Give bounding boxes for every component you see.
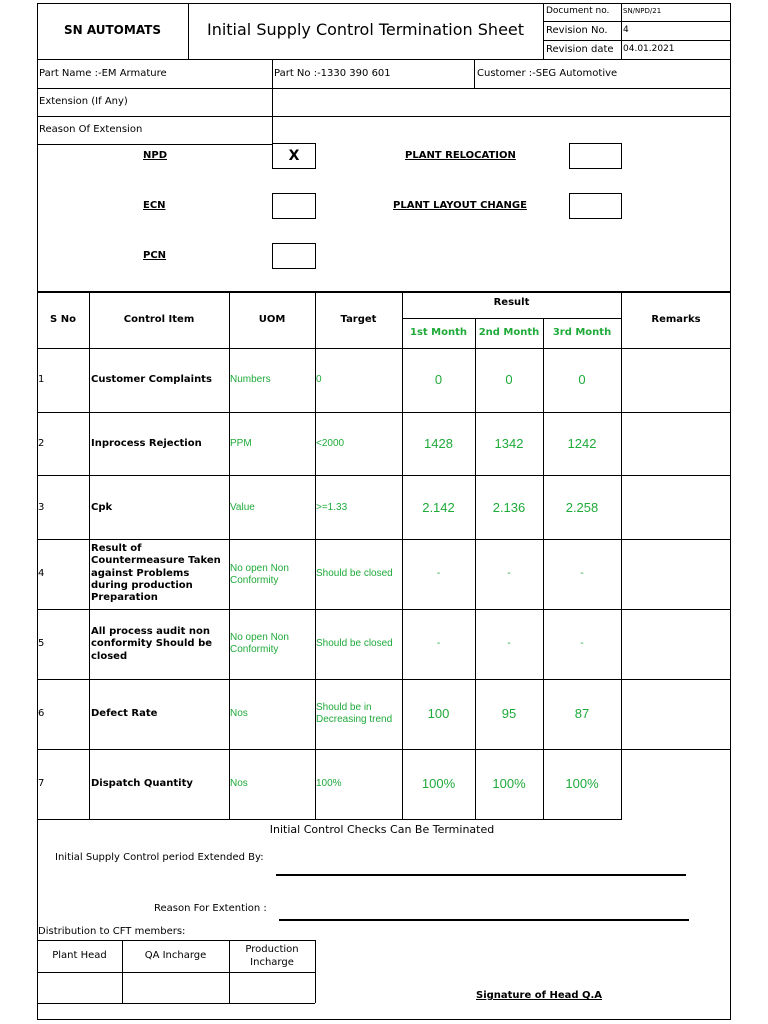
revision-date-value: 04.01.2021 — [623, 44, 675, 54]
row-5-sno: 5 — [38, 638, 45, 649]
row-2-uom: PPM — [230, 438, 252, 449]
distribution-label: Distribution to CFT members: — [38, 926, 186, 937]
row-2-target: <2000 — [316, 438, 345, 449]
header-month-3: 3rd Month — [552, 327, 612, 338]
revision-no-value: 4 — [623, 25, 629, 35]
pcn-label: PCN — [143, 250, 167, 261]
row-3-item: Cpk — [91, 502, 113, 513]
extended-by-label: Initial Supply Control period Extended By: — [55, 852, 264, 863]
row-7-month-3: 100% — [565, 776, 599, 791]
row-1-target: 0 — [316, 374, 322, 385]
row-5-month-3: - — [580, 638, 584, 649]
termination-sheet — [37, 3, 731, 1020]
row-5-item: All process audit non conformity Should be closed — [91, 626, 213, 662]
ecn-checkbox[interactable] — [272, 193, 316, 219]
row-6-month-2: 95 — [501, 706, 517, 721]
row-4-sno: 4 — [38, 568, 45, 579]
row-7-month-1: 100% — [421, 776, 456, 791]
signature-head-qa: Signature of Head Q.A — [476, 990, 603, 1001]
reason-label: Reason Of Extension — [39, 124, 143, 135]
row-3-target: >=1.33 — [316, 502, 348, 513]
row-1-month-1: 0 — [434, 372, 443, 387]
npd-checkbox[interactable] — [272, 143, 316, 169]
row-6-month-1: 100 — [427, 706, 450, 721]
row-2-month-1: 1428 — [424, 436, 453, 451]
extension-label: Extension (If Any) — [39, 96, 128, 107]
row-5-target: Should be closed — [316, 638, 393, 649]
row-3-month-1: 2.142 — [422, 500, 455, 515]
row-7-month-2: 100% — [492, 776, 526, 791]
row-5-uom: No open Non Conformity — [230, 632, 289, 655]
row-2-item: Inprocess Rejection — [91, 438, 202, 449]
plant-head-signature-cell[interactable] — [38, 973, 121, 1002]
row-1-month-3: 0 — [578, 372, 586, 387]
part-no: Part No :-1330 390 601 — [274, 68, 391, 79]
plant-layout-change-label: PLANT LAYOUT CHANGE — [393, 200, 527, 211]
qa-incharge-header: QA Incharge — [144, 950, 207, 961]
row-6-target: Should be in Decreasing trend — [316, 702, 393, 725]
row-1-month-2: 0 — [505, 372, 513, 387]
header-result: Result — [493, 297, 530, 308]
npd-mark: X — [288, 148, 300, 164]
header-month-1: 1st Month — [409, 327, 467, 338]
row-7-item: Dispatch Quantity — [91, 778, 193, 789]
header-target: Target — [340, 314, 377, 325]
row-6-item: Defect Rate — [91, 708, 158, 719]
extended-by-line[interactable] — [276, 874, 686, 876]
customer: Customer :-SEG Automotive — [477, 68, 618, 79]
row-4-month-2: - — [507, 568, 511, 579]
row-6-uom: Nos — [230, 708, 248, 719]
header-control-item: Control Item — [123, 314, 195, 325]
page-title: Initial Supply Control Termination Sheet — [206, 20, 525, 39]
revision-date-label: Revision date — [546, 44, 614, 55]
row-1-uom: Numbers — [230, 374, 271, 385]
plant-relocation-checkbox[interactable] — [569, 143, 622, 169]
row-6-sno: 6 — [38, 708, 45, 719]
row-2-month-2: 1342 — [494, 436, 524, 451]
row-4-item: Result of Countermeasure Taken against Problems during production Preparation — [91, 543, 221, 604]
row-3-uom: Value — [230, 502, 255, 513]
part-name: Part Name :-EM Armature — [39, 68, 167, 79]
row-4-uom: No open Non Conformity — [230, 563, 289, 586]
row-7-target: 100% — [316, 778, 342, 789]
row-4-month-1: - — [436, 568, 441, 579]
npd-label: NPD — [143, 150, 167, 161]
terminated-note: Initial Control Checks Can Be Terminated — [269, 823, 495, 836]
doc-no-label: Document no. — [546, 6, 610, 16]
row-1-sno: 1 — [38, 374, 45, 385]
row-1-item: Customer Complaints — [91, 374, 212, 385]
reason-extention-line[interactable] — [279, 919, 689, 921]
header-uom: UOM — [258, 314, 286, 325]
qa-incharge-signature-cell[interactable] — [123, 973, 228, 1002]
row-3-month-3: 2.258 — [565, 500, 599, 515]
company-name: SN AUTOMATS — [63, 23, 162, 37]
row-5-month-2: - — [507, 638, 511, 649]
header-remarks: Remarks — [651, 314, 701, 325]
ecn-label: ECN — [143, 200, 166, 211]
production-incharge-header: Production Incharge — [245, 944, 299, 968]
row-3-sno: 3 — [38, 502, 45, 513]
pcn-checkbox[interactable] — [272, 243, 316, 269]
row-3-month-2: 2.136 — [492, 500, 526, 515]
row-5-month-1: - — [436, 638, 441, 649]
row-2-month-3: 1242 — [567, 436, 597, 451]
row-2-sno: 2 — [38, 438, 45, 449]
header-month-2: 2nd Month — [478, 327, 540, 338]
row-7-sno: 7 — [38, 778, 45, 789]
production-incharge-signature-cell[interactable] — [230, 973, 314, 1002]
plant-layout-change-checkbox[interactable] — [569, 193, 622, 219]
row-6-month-3: 87 — [574, 706, 590, 721]
revision-no-label: Revision No. — [546, 25, 608, 36]
doc-no-value: SN/NPD/21 — [623, 7, 662, 15]
row-7-uom: Nos — [230, 778, 248, 789]
reason-extention-label: Reason For Extention : — [154, 903, 267, 914]
row-4-target: Should be closed — [316, 568, 393, 579]
plant-relocation-label: PLANT RELOCATION — [405, 150, 516, 161]
header-sno: S No — [50, 314, 76, 325]
plant-head-header: Plant Head — [52, 950, 107, 961]
row-4-month-3: - — [580, 568, 584, 579]
